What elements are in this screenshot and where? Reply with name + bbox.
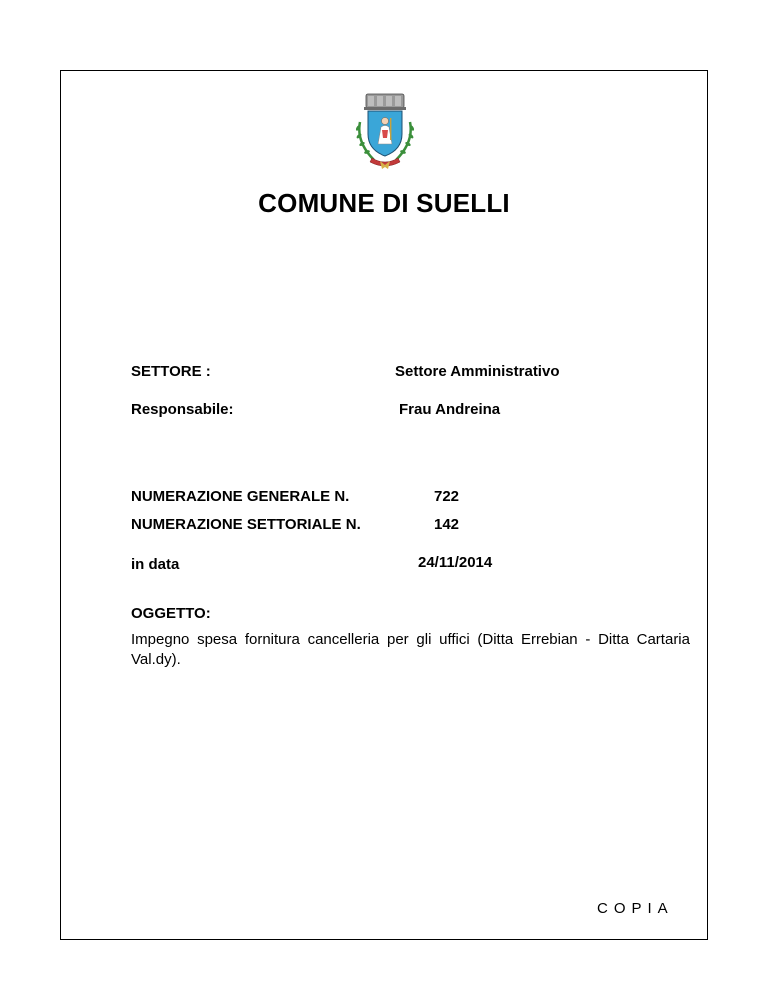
responsabile-value: Frau Andreina [399,401,501,418]
responsabile-label: Responsabile: [131,401,234,418]
numerazione-settoriale-label: NUMERAZIONE SETTORIALE N. [131,516,361,533]
oggetto-label: OGGETTO: [131,605,211,622]
data-label: in data [131,556,180,573]
numerazione-generale-label: NUMERAZIONE GENERALE N. [131,488,350,505]
settore-label: SETTORE : [131,363,211,380]
oggetto-text: Impegno spesa fornitura cancelleria per gli uffici (Ditta Errebian - Ditta Cartaria Val.dy). [131,631,690,668]
settore-value: Settore Amministrativo [395,363,560,380]
page-title: COMUNE DI SUELLI [258,188,510,218]
coat-of-arms-icon [346,92,424,172]
numerazione-settoriale-value: 142 [434,516,460,533]
data-value: 24/11/2014 [418,554,493,571]
copia-stamp: COPIA [597,900,674,917]
numerazione-generale-value: 722 [434,488,460,505]
